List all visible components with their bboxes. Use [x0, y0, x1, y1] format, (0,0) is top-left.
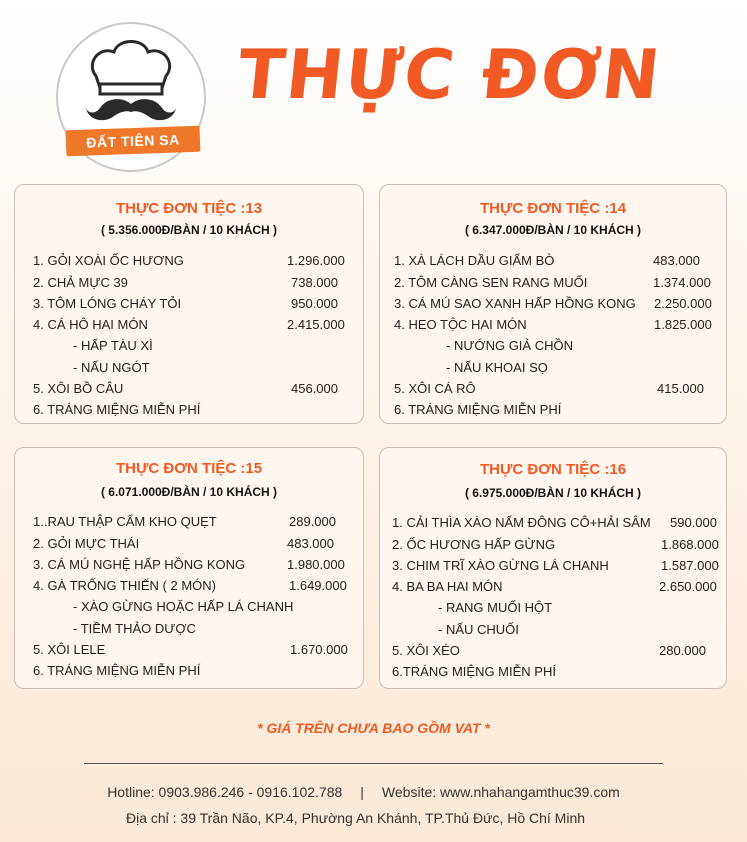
menu-amount: 1.374.000: [653, 275, 711, 290]
menu-line: 1. CẢI THÌA XÀO NẤM ĐÔNG CÔ+HẢI SÂM: [392, 515, 651, 530]
menu-amount: 415.000: [657, 381, 704, 396]
menu-line: 6. TRÁNG MIỆNG MIỄN PHÍ: [394, 402, 562, 417]
menu-price: ( 6.347.000Đ/BÀN / 10 KHÁCH ): [464, 223, 642, 237]
menu-title: THỰC ĐƠN TIỆC :16: [479, 461, 627, 478]
menu-line: 3. CÁ MÚ SAO XANH HẤP HỒNG KONG: [394, 296, 636, 311]
menu-amount: 590.000: [670, 515, 717, 530]
menu-price: ( 6.071.000Đ/BÀN / 10 KHÁCH ): [100, 485, 278, 499]
menu-line: 4. BA BA HAI MÓN: [392, 579, 503, 594]
menu-amount: 2.250.000: [654, 296, 712, 311]
menu-amount: 483.000: [287, 536, 334, 551]
menu-line: 1..RAU THẬP CẨM KHO QUẸT: [33, 514, 217, 529]
restaurant-logo: [56, 22, 206, 172]
hat-band: [100, 84, 162, 94]
menu-amount: 2.650.000: [659, 579, 717, 594]
menu-subline: - NƯỚNG GIẢ CHỒN: [446, 338, 573, 353]
menu-line: 4. CÁ HÔ HAI MÓN: [33, 317, 148, 332]
menu-amount: 1.670.000: [290, 642, 348, 657]
menu-subline: - TIỀM THẢO DƯỢC: [73, 621, 196, 636]
menu-amount: 950.000: [291, 296, 338, 311]
menu-line: 6. TRÁNG MIỆNG MIỄN PHÍ: [33, 663, 201, 678]
menu-line: 1. GỎI XOÀI ỐC HƯƠNG: [33, 253, 184, 268]
menu-line: 1. XÀ LÁCH DẦU GIẤM BÒ: [394, 253, 555, 268]
menu-amount: 1.825.000: [654, 317, 712, 332]
footer-address: Địa chỉ : 39 Trần Não, KP.4, Phường An Khánh, TP.Thủ Đức, Hồ Chí Minh: [125, 810, 586, 826]
page-title: THỰC ĐƠN: [233, 36, 666, 115]
menu-subline: - RANG MUỐI HỘT: [438, 600, 553, 615]
menu-subline: - NẤU KHOAI SỌ: [446, 360, 548, 375]
menu-title: THỰC ĐƠN TIỆC :13: [115, 200, 263, 217]
footer-contact: [0, 784, 727, 800]
menu-amount: 2.415.000: [287, 317, 345, 332]
footer-divider: [84, 763, 663, 764]
menu-amount: 483.000: [653, 253, 700, 268]
menu-card-14: [379, 184, 727, 424]
menu-line: 2. TÔM CÀNG SEN RANG MUỐI: [394, 275, 588, 290]
menu-price: ( 6.975.000Đ/BÀN / 10 KHÁCH ): [464, 486, 642, 500]
menu-amount: 1.296.000: [287, 253, 345, 268]
menu-line: 6. TRÁNG MIỆNG MIỄN PHÍ: [33, 402, 201, 417]
logo-ribbon: ĐẤT TIÊN SA: [66, 126, 201, 157]
menu-line: 5. XÔI BỒ CÂU: [33, 381, 124, 396]
menu-subline: - NẤU NGÓT: [73, 360, 150, 375]
menu-title: THỰC ĐƠN TIỆC :14: [479, 200, 627, 217]
menu-line: 3. CÁ MÚ NGHỆ HẤP HỒNG KONG: [33, 557, 246, 572]
menu-amount: 738.000: [291, 275, 338, 290]
menu-line: 3. CHIM TRĨ XÀO GỪNG LÁ CHANH: [392, 558, 609, 573]
menu-subline: - XÀO GỪNG HOẶC HẤP LÁ CHANH: [73, 599, 294, 614]
menu-line: 2. ỐC HƯƠNG HẤP GỪNG: [392, 537, 556, 552]
menu-subline: - NẤU CHUỐI: [438, 622, 519, 637]
menu-line: 6.TRÁNG MIỆNG MIỄN PHÍ: [392, 664, 556, 679]
menu-card-15: [14, 447, 364, 689]
menu-amount: 1.649.000: [289, 578, 347, 593]
menu-amount: 456.000: [291, 381, 338, 396]
website-link[interactable]: Website: www.nhahangamthuc39.com: [381, 784, 620, 800]
menu-subline: - HẤP TÀU XÌ: [73, 338, 153, 353]
menu-amount: 1.868.000: [661, 537, 719, 552]
hat-outline: [92, 42, 169, 89]
menu-amount: 1.587.000: [661, 558, 719, 573]
menu-card-13: [14, 184, 364, 424]
menu-title: THỰC ĐƠN TIỆC :15: [115, 460, 263, 477]
menu-price: ( 5.356.000Đ/BÀN / 10 KHÁCH ): [100, 223, 278, 237]
menu-line: 5. XÔI CÁ RÔ: [394, 381, 476, 396]
menu-line: 2. GỎI MỰC THÁI: [33, 536, 140, 551]
menu-card-16: [379, 447, 727, 689]
menu-line: 2. CHẢ MỰC 39: [33, 275, 128, 290]
hotline-text: Hotline: 0903.986.246 - 0916.102.788: [107, 784, 343, 800]
mustache-icon: [86, 99, 176, 120]
menu-line: 4. HEO TỘC HAI MÓN: [394, 317, 527, 332]
menu-line: 4. GÀ TRỐNG THIẾN ( 2 MÓN): [33, 578, 216, 593]
menu-line: 5. XÔI XÉO: [392, 643, 460, 658]
menu-amount: 280.000: [659, 643, 706, 658]
vat-note: * GIÁ TRÊN CHƯA BAO GỒM VAT *: [257, 720, 490, 736]
menu-amount: 289.000: [289, 514, 336, 529]
menu-amount: 1.980.000: [287, 557, 345, 572]
menu-line: 3. TÔM LÓNG CHÁY TỎI: [33, 296, 182, 311]
footer-separator: |: [360, 784, 364, 800]
menu-line: 5. XÔI LELE: [33, 642, 106, 657]
